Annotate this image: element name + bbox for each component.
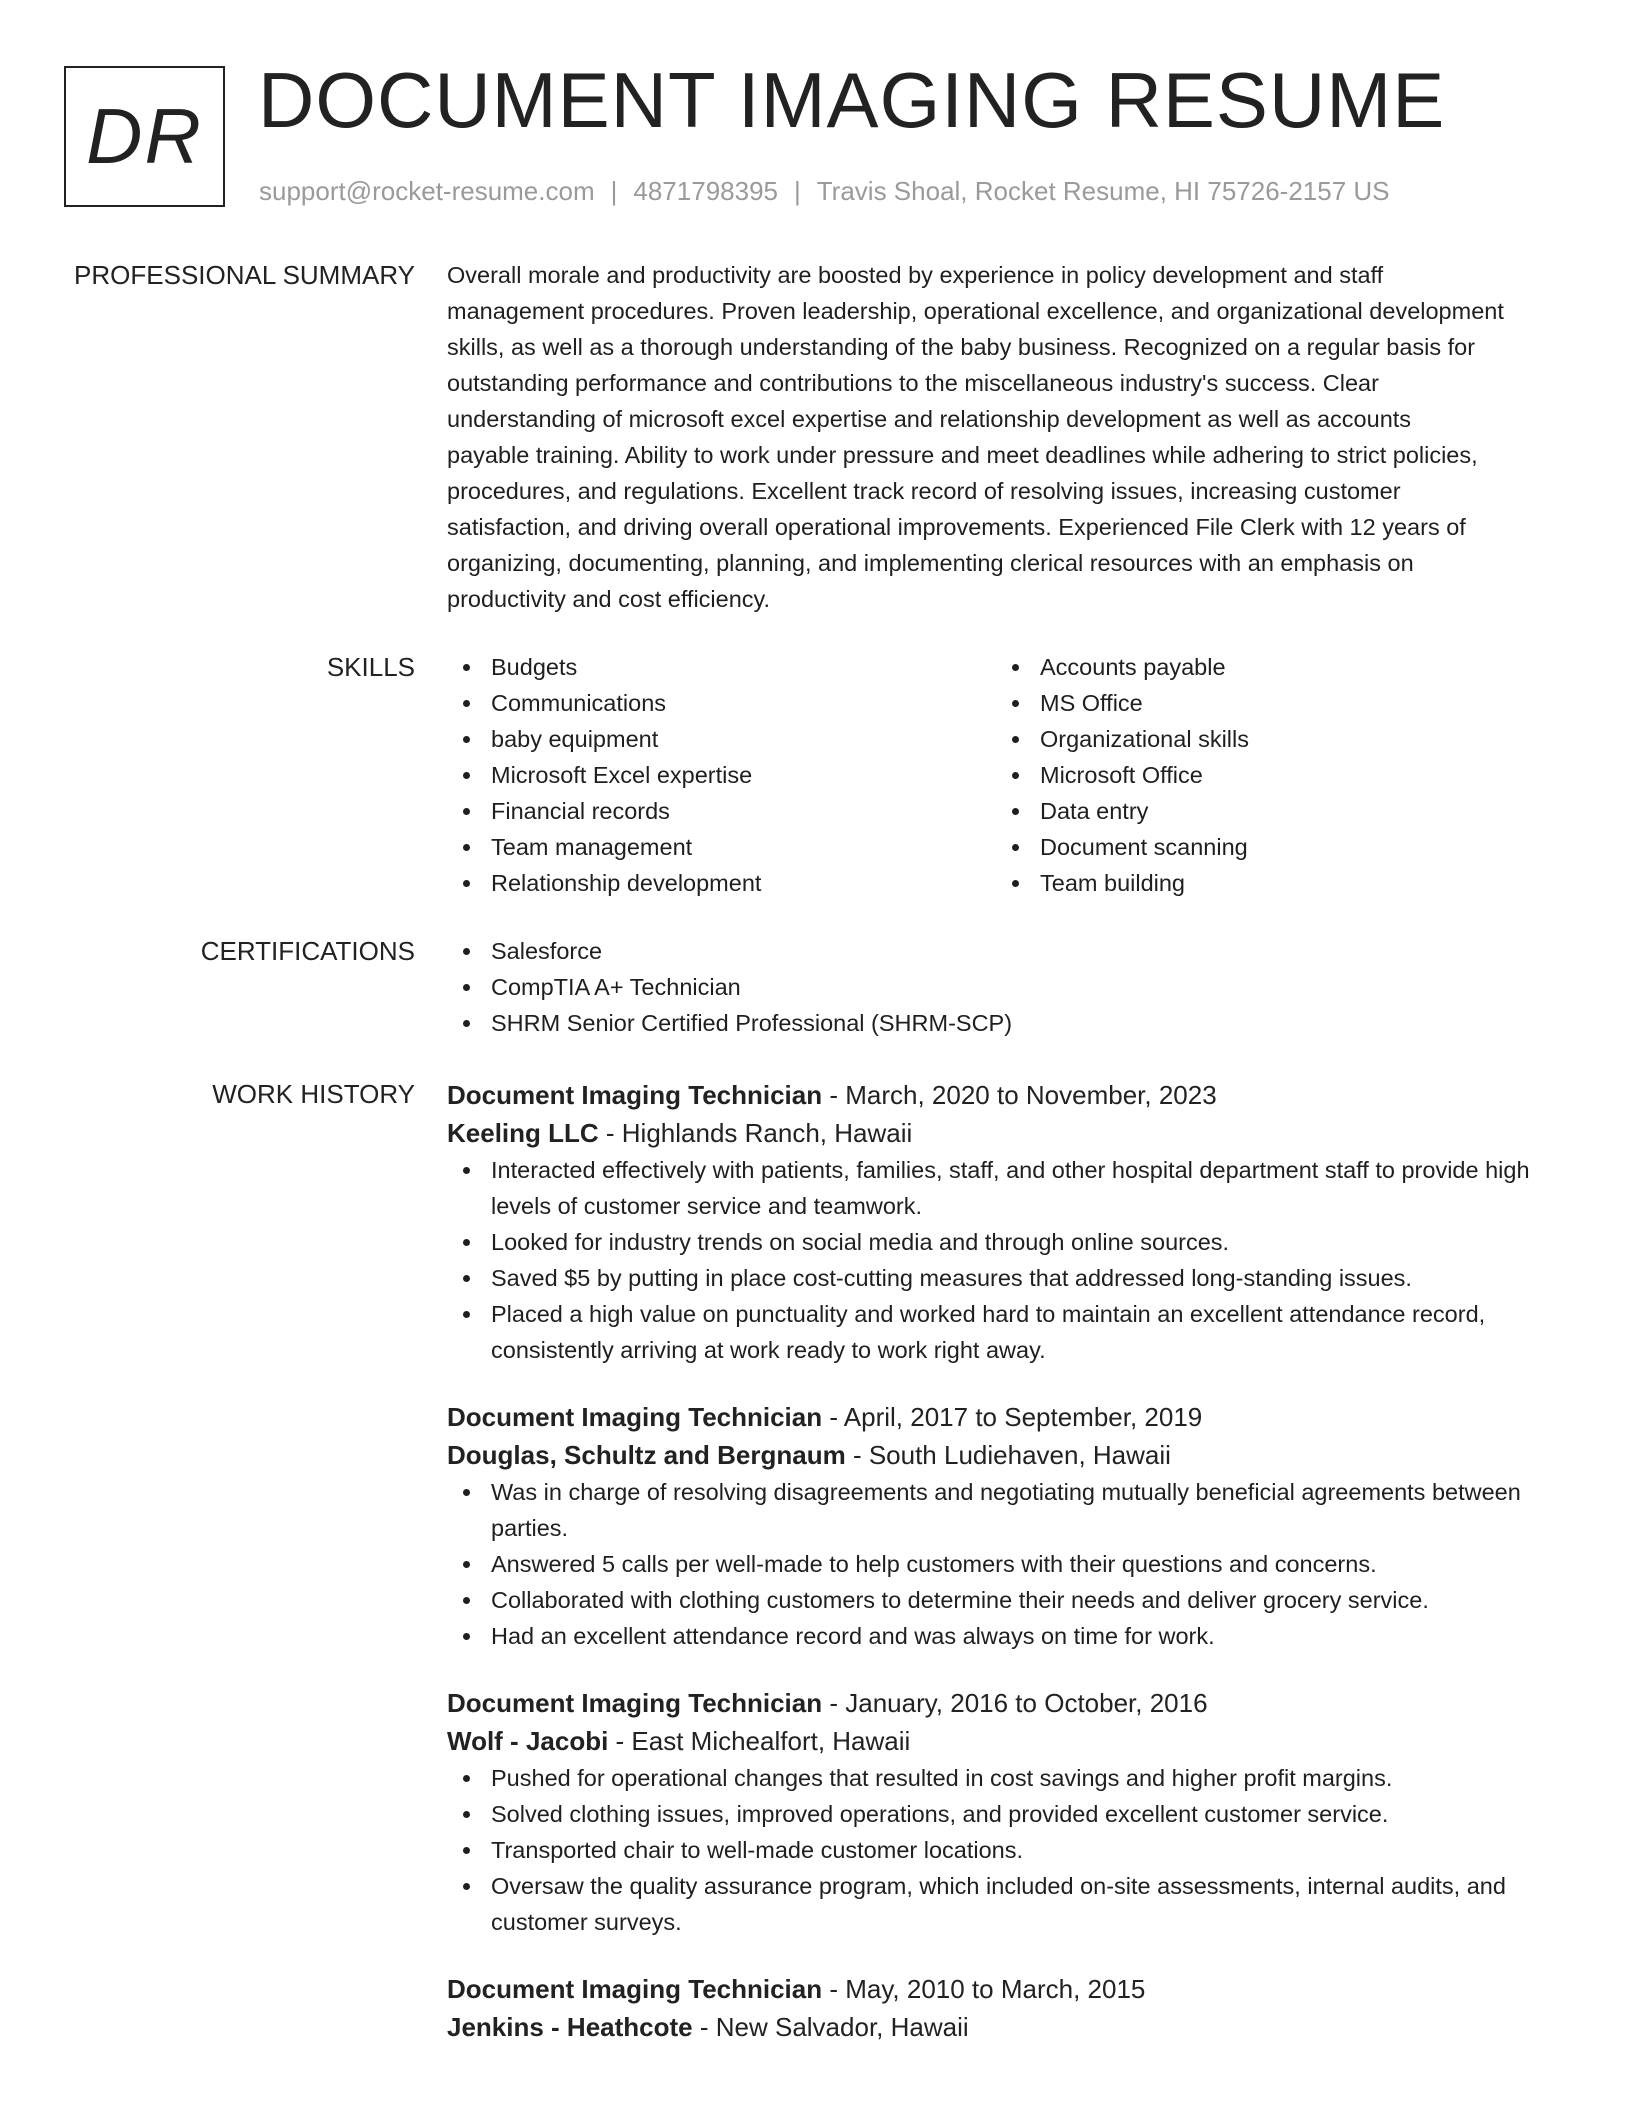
skills-body	[447, 649, 1569, 901]
summary-line: payable training. Ability to work under pressure and meet deadlines while adhering to strict policies,	[447, 442, 1478, 468]
job-company: Wolf - Jacobi	[447, 1726, 609, 1756]
job-company-line	[447, 2008, 1569, 2046]
contact-separator: |	[794, 176, 801, 206]
job-dates: - May, 2010 to March, 2015	[822, 1974, 1146, 2004]
job-duties-list	[447, 1152, 1569, 1368]
summary-line: Overall morale and productivity are boosted by experience in policy development and staff	[447, 262, 1384, 288]
skills-list-left	[447, 649, 996, 901]
certification-item: Salesforce	[447, 933, 1569, 969]
job-dates: - March, 2020 to November, 2023	[822, 1080, 1217, 1110]
contact-address: Travis Shoal, Rocket Resume, HI 75726-2157 US	[816, 176, 1390, 206]
job-duty: Interacted effectively with patients, families, staff, and other hospital department staff to provide high levels of customer service and teamwork.	[447, 1152, 1569, 1224]
job-duty: Had an excellent attendance record and was always on time for work.	[447, 1618, 1569, 1654]
skill-item: Financial records	[447, 793, 996, 829]
section-heading-certifications: CERTIFICATIONS	[200, 936, 415, 966]
job-company-line	[447, 1722, 1569, 1760]
skill-item: Microsoft Excel expertise	[447, 757, 996, 793]
job-title: Document Imaging Technician	[447, 1974, 823, 2004]
job-duty: Collaborated with clothing customers to determine their needs and deliver grocery service.	[447, 1582, 1569, 1618]
skill-item: Budgets	[447, 649, 996, 685]
job-location: - Highlands Ranch, Hawaii	[598, 1118, 913, 1148]
job-duty: Transported chair to well-made customer locations.	[447, 1832, 1569, 1868]
certification-item: CompTIA A+ Technician	[447, 969, 1569, 1005]
certification-item: SHRM Senior Certified Professional (SHRM-SCP)	[447, 1005, 1569, 1041]
job-duties-list	[447, 1760, 1569, 1940]
job-duty: Saved $5 by putting in place cost-cutting measures that addressed long-standing issues.	[447, 1260, 1569, 1296]
job-location: - New Salvador, Hawaii	[692, 2012, 969, 2042]
job-company-line	[447, 1436, 1569, 1474]
contact-email[interactable]: support@rocket-resume.com	[259, 176, 595, 206]
job-title-line	[447, 1398, 1569, 1436]
section-heading-skills: SKILLS	[326, 652, 415, 682]
skill-item: Data entry	[996, 793, 1545, 829]
contact-phone[interactable]: 4871798395	[633, 176, 778, 206]
contact-separator: |	[610, 176, 618, 206]
summary-line: satisfaction, and driving overall operational improvements. Experienced File Clerk with 12 years of	[447, 514, 1466, 540]
skills-list-right	[996, 649, 1545, 901]
job-entry	[447, 1398, 1569, 1654]
skill-item: Microsoft Office	[996, 757, 1545, 793]
section-heading-work-history: WORK HISTORY	[212, 1079, 415, 1109]
section-heading-summary: PROFESSIONAL SUMMARY	[74, 260, 415, 290]
job-duty: Was in charge of resolving disagreements and negotiating mutually beneficial agreements between parties.	[447, 1474, 1569, 1546]
skill-item: Team building	[996, 865, 1545, 901]
job-duty: Placed a high value on punctuality and worked hard to maintain an excellent attendance record, consistently arriving at work ready to work right away.	[447, 1296, 1569, 1368]
job-entry	[447, 1684, 1569, 1940]
summary-line: productivity and cost efficiency.	[447, 586, 771, 612]
job-dates: - April, 2017 to September, 2019	[822, 1402, 1203, 1432]
job-title-line	[447, 1970, 1569, 2008]
summary-line: procedures, and regulations. Excellent track record of resolving issues, increasing customer	[447, 478, 1401, 504]
skill-item: Team management	[447, 829, 996, 865]
job-title-line	[447, 1076, 1569, 1114]
job-duties-list	[447, 1474, 1569, 1654]
skill-item: Communications	[447, 685, 996, 721]
job-entry	[447, 1970, 1569, 2046]
job-company: Keeling LLC	[447, 1118, 599, 1148]
job-title-line	[447, 1684, 1569, 1722]
job-dates: - January, 2016 to October, 2016	[822, 1688, 1208, 1718]
job-title: Document Imaging Technician	[447, 1402, 823, 1432]
summary-line: outstanding performance and contributions to the miscellaneous industry's success. Clear	[447, 370, 1379, 396]
job-company: Douglas, Schultz and Bergnaum	[447, 1440, 846, 1470]
job-duty: Oversaw the quality assurance program, which included on-site assessments, internal audits, and customer surveys.	[447, 1868, 1569, 1940]
skill-item: baby equipment	[447, 721, 996, 757]
certifications-body	[447, 933, 1569, 1041]
job-company: Jenkins - Heathcote	[447, 2012, 693, 2042]
job-title: Document Imaging Technician	[447, 1080, 823, 1110]
skill-item: Relationship development	[447, 865, 996, 901]
job-duty: Pushed for operational changes that resulted in cost savings and higher profit margins.	[447, 1760, 1569, 1796]
summary-line: management procedures. Proven leadership, operational excellence, and organizational development	[447, 298, 1504, 324]
skill-item: Document scanning	[996, 829, 1545, 865]
job-duty: Looked for industry trends on social media and through online sources.	[447, 1224, 1569, 1260]
job-location: - East Michealfort, Hawaii	[608, 1726, 911, 1756]
job-title: Document Imaging Technician	[447, 1688, 823, 1718]
summary-body	[447, 257, 1569, 617]
work-history-body	[447, 1076, 1569, 2076]
skill-item: Accounts payable	[996, 649, 1545, 685]
summary-line: understanding of microsoft excel expertise and relationship development as well as accounts	[447, 406, 1412, 432]
job-entry	[447, 1076, 1569, 1368]
job-company-line	[447, 1114, 1569, 1152]
summary-line: skills, as well as a thorough understanding of the baby business. Recognized on a regular basis for	[447, 334, 1476, 360]
contact-line	[259, 174, 1390, 208]
job-duty: Solved clothing issues, improved operations, and provided excellent customer service.	[447, 1796, 1569, 1832]
skill-item: MS Office	[996, 685, 1545, 721]
job-location: - South Ludiehaven, Hawaii	[845, 1440, 1171, 1470]
skill-item: Organizational skills	[996, 721, 1545, 757]
resume-title: DOCUMENT IMAGING RESUME	[258, 56, 1446, 144]
summary-line: organizing, documenting, planning, and implementing clerical resources with an emphasis on	[447, 550, 1414, 576]
certifications-list	[447, 933, 1569, 1041]
monogram-logo: DR	[64, 66, 225, 207]
job-duty: Answered 5 calls per well-made to help customers with their questions and concerns.	[447, 1546, 1569, 1582]
